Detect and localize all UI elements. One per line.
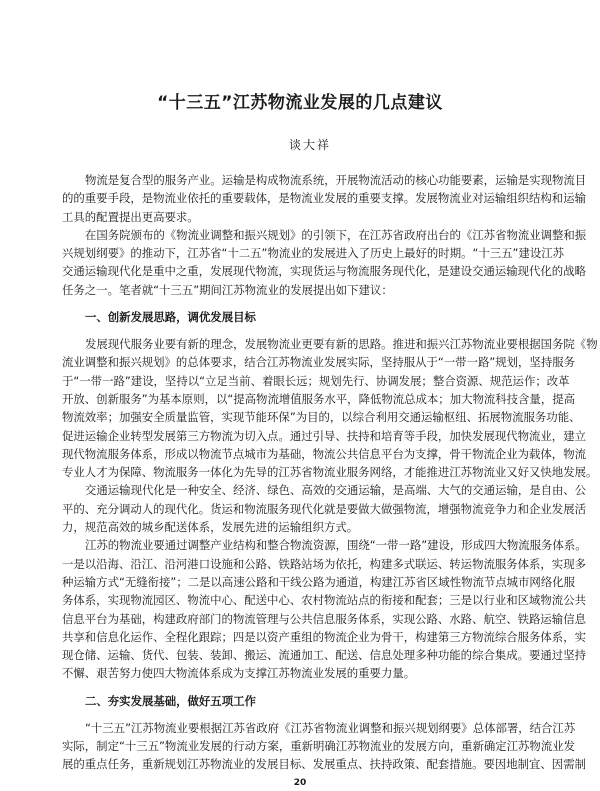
text-line: 一是以沿海、沿江、沿河港口设施和公路、铁路站场为依托，构建多式联运、转运物流服务体系，实现多 (62, 556, 586, 571)
text-line: 开放、创新服务”为基本原则，以“提高物流增值服务水平，降低物流总成本；加大物流科技含量，提高 (62, 391, 575, 406)
text-line: 交通运输现代化是一种安全、经济、绿色、高效的交通运输，是高端、大气的交通运输，是自由、公 (85, 483, 587, 498)
paragraph (62, 335, 598, 481)
text-line: 工具的配置提出更高要求。 (62, 209, 199, 224)
text-line: 发展现代服务业要有新的理念，发展物流业更要有新的思路。推进和振兴江苏物流业要根据国务院《物 (85, 337, 598, 352)
text-line: 的的重要手段，是物流业依托的重要载体，是物流业发展的重要支撑。发展物流业对运输组织结构和运输 (62, 191, 586, 206)
text-line: 现代物流服务体系，形成以物流节点城市为基础，物流公共信息平台为支撑，骨干物流企业为载体，物流 (62, 446, 586, 461)
paragraph (62, 719, 586, 774)
section-heading: 二、夯实发展基础，做好五项工作 (85, 693, 256, 708)
paragraph (62, 481, 587, 536)
text-line: 现仓储、运输、货代、包装、装卸、搬运、流通加工、配送、信息处理多种功能的综合集成。要通过坚持 (62, 648, 586, 663)
text-line: 不懈、艰苦努力使四大物流体系成为支撑江苏物流业发展的重要力量。 (62, 666, 416, 681)
text-line: 务体系，实现物流园区、物流中心、配送中心、农村物流站点的衔接和配套；三是以行业和区域物流公共 (62, 593, 586, 608)
text-line: 平的、充分调动人的现代化。货运和物流服务现代化就是要做大做强物流，增强物流竞争力和企业发展活 (62, 501, 586, 516)
author-name: 谈大祥 (288, 138, 331, 152)
text-line: 兴规划纲要》的推动下，江苏省“十二五”物流业的发展进入了历史上最好的时期。“十三五”建设江苏 (62, 246, 565, 261)
section-heading: 一、创新发展思路，调优发展目标 (85, 310, 256, 325)
text-line: 在国务院颁布的《物流业调整和振兴规划》的引领下，在江苏省政府出台的《江苏省物流业调整和振 (85, 227, 587, 242)
text-line: 共享和信息化运作、全程化跟踪；四是以资产重组的物流企业为骨干，构建第三方物流综合服务体系，实 (62, 629, 586, 644)
text-line: 交通运输现代化是重中之重，发展现代物流，实现货运与物流服务现代化，是建设交通运输现代化的战略 (62, 264, 586, 279)
text-line: 物流效率；加强安全质量监管，实现节能环保”为目的，以综合利用交通运输枢纽、拓展物流服务功能、 (62, 410, 581, 425)
page-number: 20 (293, 778, 307, 788)
text-line: 促进运输企业转型发展第三方物流为切入点。通过引导、扶持和培育等手段，加快发展现代物流业，建立 (62, 428, 586, 443)
paragraph (62, 226, 587, 299)
text-line: 展的重点任务，重新规划江苏物流业的发展目标、发展重点、扶持政策、配套措施。要因地制宜、因需制 (62, 757, 586, 772)
text-line: 江苏的物流业要通过调整产业结构和整合物流资源，围绕“一带一路”建设，形成四大物流服务体系。 (85, 538, 587, 553)
text-line: 流业调整和振兴规划》的总体要求，结合江苏物流业发展实际，坚持服从于“一带一路”规划，坚持服务 (62, 355, 575, 370)
text-line: 于“一带一路”建设，坚持以“立足当前、着眼长远；规划先行、协调发展；整合资源、规范运作；改革 (62, 373, 570, 388)
text-line: 力，规范高效的城乡配送体系，发展先进的运输组织方式。 (62, 520, 359, 535)
text-line: 物流是复合型的服务产业。运输是构成物流系统，开展物流活动的核心功能要素，运输是实现物流目 (85, 173, 587, 187)
text-line: 种运输方式“无缝衔接”；二是以高速公路和干线公路为通道，构建江苏省区域性物流节点城市网络化服 (62, 574, 575, 589)
text-line: 专业人才为保障、物流服务一体化为先导的江苏省物流业服务网络，才能推进江苏物流业又好又快地发展。 (62, 465, 598, 480)
paragraph (62, 536, 587, 682)
paragraph (62, 171, 587, 226)
text-line: 任务之一。笔者就“十三五”期间江苏物流业的发展提出如下建议： (62, 282, 393, 297)
article-title: “十三五”江苏物流业发展的几点建议 (157, 93, 443, 113)
text-line: 实际，制定“十三五”物流业发展的行动方案，重新明确江苏物流业的发展方向，重新确定江苏物流业发 (62, 739, 575, 754)
text-line: “十三五”江苏物流业要根据江苏省政府《江苏省物流业调整和振兴规划纲要》总体部署，结合江苏 (85, 720, 576, 735)
text-line: 信息平台为基础，构建政府部门的物流管理与公共信息服务体系，实现公路、水路、航空、铁路运输信息 (62, 611, 586, 626)
article-body (62, 171, 598, 774)
